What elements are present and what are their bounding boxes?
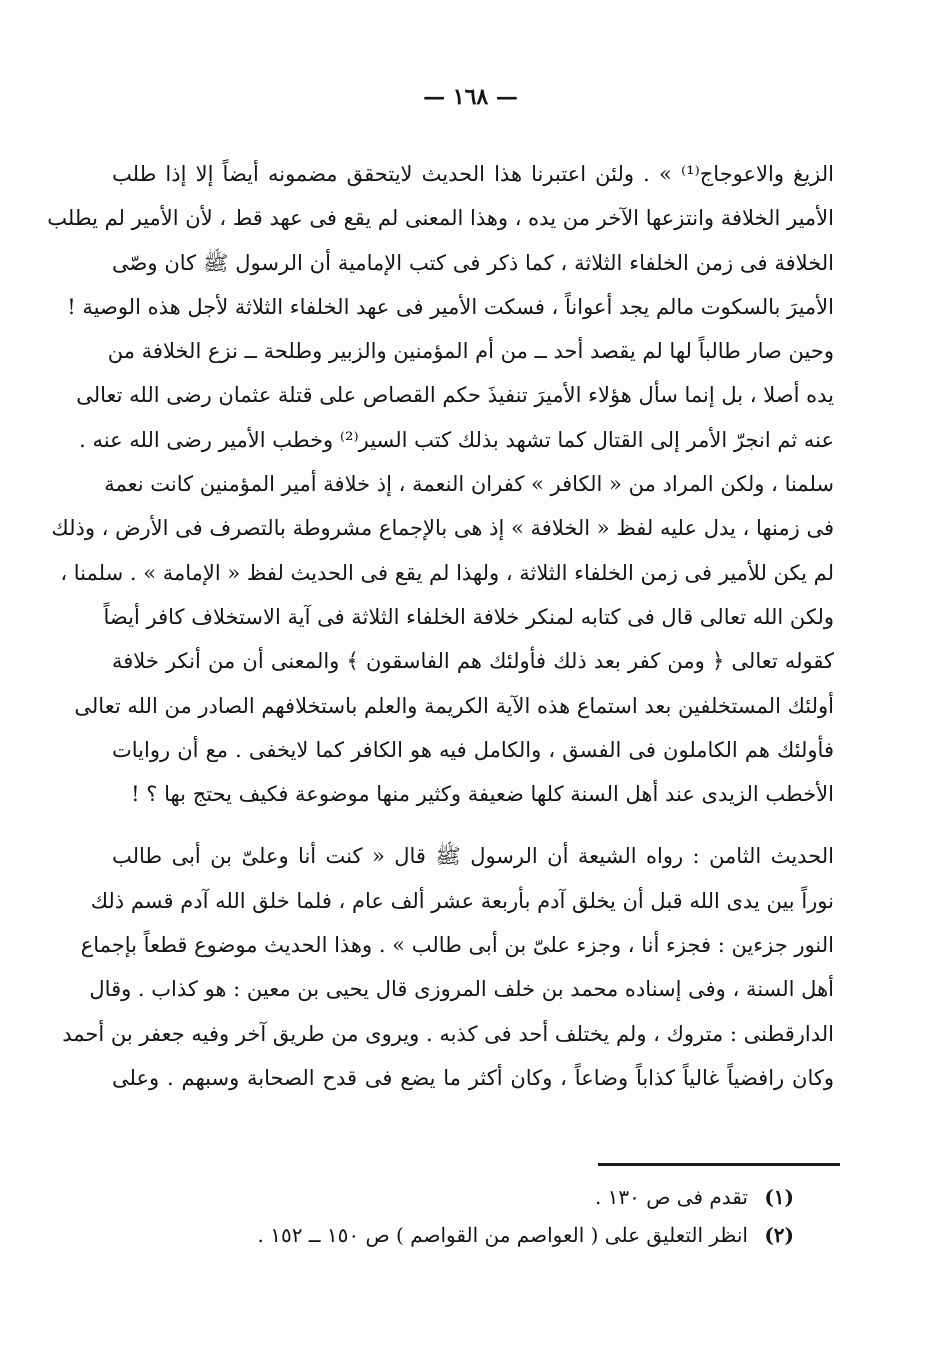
footnote-mark: (١) xyxy=(764,1185,794,1209)
footnote-1 xyxy=(200,1178,794,1216)
text-line: الأمير الخلافة وانتزعها الآخر من يده ، وهذا المعنى لم يقع فى عهد قط ، لأن الأمير لم يطلب xyxy=(47,206,834,231)
text-line: نوراً بين يدى الله قبل أن يخلق آدم بأربعة عشر ألف عام ، فلما خلق الله آدم قسم ذلك xyxy=(90,888,834,913)
text-line: أهل السنة ، وفى إسناده محمد بن خلف المروزى قال يحيى بن معين : هو كذاب . وقال xyxy=(89,977,834,1002)
text-line: الأخطب الزيدى عند أهل السنة كلها ضعيفة وكثير منها موضوعة فكيف يحتج بها ؟ ! xyxy=(131,782,834,807)
main-text xyxy=(47,152,834,1100)
text-line: كقوله تعالى ﴿ ومن كفر بعد ذلك فأولئك هم الفاسقون ﴾ والمعنى أن من أنكر خلافة xyxy=(112,649,834,674)
text-line: عنه ثم انجرّ الأمر إلى القتال كما تشهد بذلك كتب السير⁽²⁾ وخطب الأمير رضى الله عنه . xyxy=(79,427,834,452)
footnotes xyxy=(200,1178,794,1254)
text-line: يده أصلا ، بل إنما سأل هؤلاء الأميرَ تنفيذَ حكم القصاص على قتلة عثمان رضى الله تعالى xyxy=(76,383,834,408)
text-line: سلمنا ، ولكن المراد من « الكافر » كفران النعمة ، إذ خلافة أمير المؤمنين كانت نعمة xyxy=(104,472,834,497)
text-line: فى زمنها ، يدل عليه لفظ « الخلافة » إذ هى بالإجماع مشروطة بالتصرف فى الأرض ، وذلك xyxy=(51,516,834,541)
paragraph-gap xyxy=(112,816,834,834)
text-line: وكان رافضياً غالياً كذاباً وضاعاً ، وكان أكثر ما يضع فى قدح الصحابة وسبهم . وعلى xyxy=(112,1065,834,1090)
text-line: وحين صار طالباً لها لم يقصد أحد ــ من أم المؤمنين والزبير وطلحة ــ نزع الخلافة من xyxy=(107,339,834,364)
footnote-text: انظر التعليق على ( العواصم من القواصم ) ص ١٥٠ ــ ١٥٢ . xyxy=(257,1223,748,1247)
text-line: أولئك المستخلفين بعد استماع هذه الآية الكريمة والعلم باستخلافهم الصادر من الله تعالى xyxy=(74,693,834,718)
text-line: النور جزءين : فجزء أنا ، وجزء علىّ بن أبى طالب » . وهذا الحديث موضوع قطعاً بإجماع xyxy=(80,933,834,958)
footnote-divider xyxy=(598,1163,840,1166)
text-line: الخلافة فى زمن الخلفاء الثلاثة ، كما ذكر فى كتب الإمامية أن الرسول ﷺ كان وصّى xyxy=(112,250,834,275)
footnote-2 xyxy=(200,1216,794,1254)
text-line: الأميرَ بالسكوت مالم يجد أعواناً ، فسكت الأمير فى عهد الخلفاء الثلاثة لأجل هذه الوصية ! xyxy=(67,294,834,319)
footnote-mark: (٢) xyxy=(764,1223,794,1247)
text-line: لم يكن للأمير فى زمن الخلفاء الثلاثة ، ولهذا لم يقع فى الحديث لفظ « الإمامة » . سلمنا ، xyxy=(60,560,834,585)
footnote-text: تقدم فى ص ١٣٠ . xyxy=(594,1185,748,1209)
text-line: الدارقطنى : متروك ، ولم يختلف أحد فى كذبه . ويروى من طريق آخر وفيه جعفر بن أحمد xyxy=(62,1021,834,1046)
text-line: فأولئك هم الكاملون فى الفسق ، والكامل فيه هو الكافر كما لايخفى . مع أن روايات xyxy=(112,737,834,762)
text-line: ولكن الله تعالى قال فى كتابه لمنكر خلافة الخلفاء الثلاثة فى آية الاستخلاف كافر أيضاً xyxy=(103,604,834,629)
page-number: — ١٦٨ — xyxy=(423,84,518,110)
text-line: الحديث الثامن : رواه الشيعة أن الرسول ﷺ قال « كنت أنا وعلىّ بن أبى طالب xyxy=(112,844,834,869)
text-line: الزيغ والاعوجاج⁽¹⁾ » . ولئن اعتبرنا هذا الحديث لايتحقق مضمونه أيضاً إلا إذا طلب xyxy=(112,162,834,186)
